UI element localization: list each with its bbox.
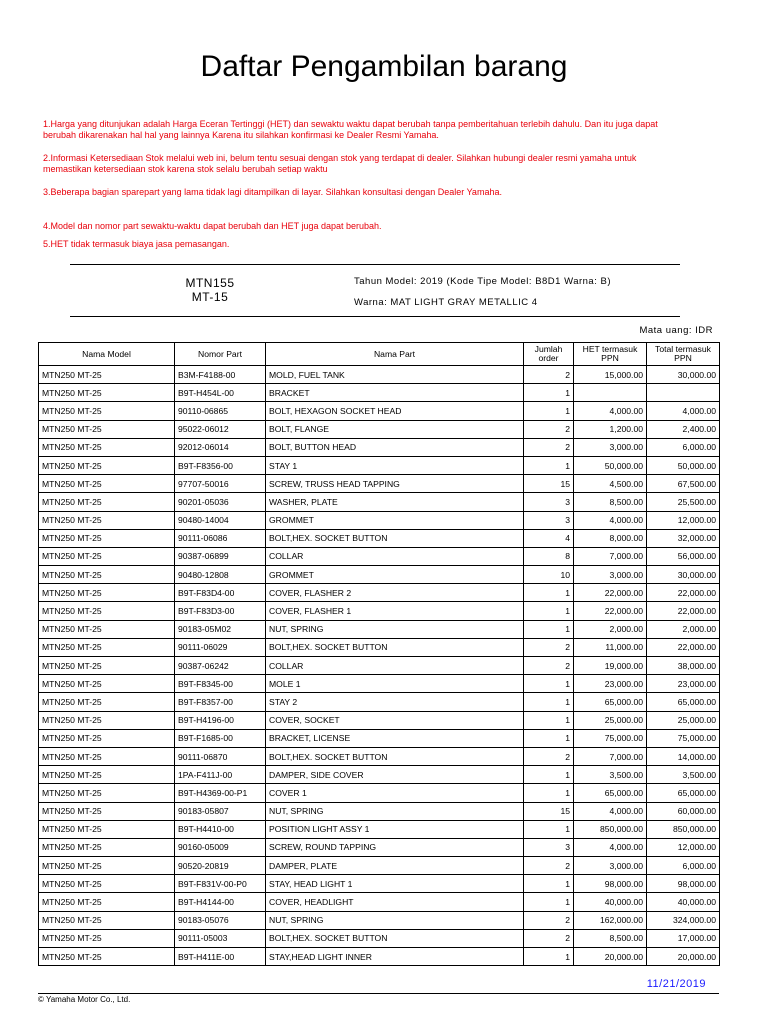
cell-model: MTN250 MT-25 — [39, 638, 175, 656]
cell-part-number: 90480-12808 — [175, 566, 266, 584]
cell-part-name: SCREW, ROUND TAPPING — [266, 838, 524, 856]
cell-qty: 1 — [524, 602, 574, 620]
table-row — [39, 729, 720, 747]
cell-het: 4,000.00 — [574, 802, 647, 820]
cell-model: MTN250 MT-25 — [39, 729, 175, 747]
cell-total: 60,000.00 — [647, 802, 720, 820]
table-row — [39, 893, 720, 911]
table-row — [39, 475, 720, 493]
cell-qty: 8 — [524, 547, 574, 565]
table-row — [39, 366, 720, 384]
header-part-name: Nama Part — [266, 343, 524, 366]
cell-part-name: STAY,HEAD LIGHT INNER — [266, 948, 524, 966]
cell-qty: 1 — [524, 402, 574, 420]
model-year-info: Tahun Model: 2019 (Kode Tipe Model: B8D1 Warna: B) — [354, 276, 611, 287]
cell-total: 4,000.00 — [647, 402, 720, 420]
cell-part-name: BRACKET — [266, 384, 524, 402]
cell-part-number: B9T-H454L-00 — [175, 384, 266, 402]
cell-het: 11,000.00 — [574, 638, 647, 656]
cell-qty: 1 — [524, 711, 574, 729]
cell-part-name: BOLT,HEX. SOCKET BUTTON — [266, 929, 524, 947]
cell-het: 7,000.00 — [574, 547, 647, 565]
table-header-row — [39, 343, 720, 366]
cell-qty: 1 — [524, 693, 574, 711]
cell-part-name: MOLE 1 — [266, 675, 524, 693]
cell-het: 50,000.00 — [574, 456, 647, 474]
cell-total: 17,000.00 — [647, 929, 720, 947]
cell-part-number: 92012-06014 — [175, 438, 266, 456]
cell-part-name: BOLT, BUTTON HEAD — [266, 438, 524, 456]
cell-het — [574, 384, 647, 402]
cell-model: MTN250 MT-25 — [39, 438, 175, 456]
table-row — [39, 675, 720, 693]
cell-model: MTN250 MT-25 — [39, 747, 175, 765]
table-row — [39, 766, 720, 784]
cell-het: 4,500.00 — [574, 475, 647, 493]
cell-total: 40,000.00 — [647, 893, 720, 911]
cell-part-name: STAY 2 — [266, 693, 524, 711]
cell-model: MTN250 MT-25 — [39, 547, 175, 565]
cell-qty: 2 — [524, 857, 574, 875]
cell-model: MTN250 MT-25 — [39, 511, 175, 529]
table-row — [39, 802, 720, 820]
cell-total: 20,000.00 — [647, 948, 720, 966]
cell-total: 22,000.00 — [647, 602, 720, 620]
cell-model: MTN250 MT-25 — [39, 620, 175, 638]
cell-het: 2,000.00 — [574, 620, 647, 638]
cell-qty: 2 — [524, 911, 574, 929]
print-date: 11/21/2019 — [646, 978, 706, 990]
cell-qty: 3 — [524, 511, 574, 529]
cell-het: 98,000.00 — [574, 875, 647, 893]
table-row — [39, 420, 720, 438]
cell-qty: 1 — [524, 456, 574, 474]
cell-model: MTN250 MT-25 — [39, 456, 175, 474]
cell-model: MTN250 MT-25 — [39, 529, 175, 547]
cell-qty: 2 — [524, 929, 574, 947]
cell-qty: 15 — [524, 802, 574, 820]
cell-model: MTN250 MT-25 — [39, 911, 175, 929]
cell-part-number: B3M-F4188-00 — [175, 366, 266, 384]
cell-part-name: STAY, HEAD LIGHT 1 — [266, 875, 524, 893]
cell-het: 4,000.00 — [574, 838, 647, 856]
table-row — [39, 456, 720, 474]
table-row — [39, 693, 720, 711]
cell-qty: 1 — [524, 384, 574, 402]
cell-model: MTN250 MT-25 — [39, 784, 175, 802]
cell-part-number: 90183-05076 — [175, 911, 266, 929]
cell-het: 25,000.00 — [574, 711, 647, 729]
cell-part-number: B9T-F83D4-00 — [175, 584, 266, 602]
cell-part-name: GROMMET — [266, 566, 524, 584]
table-row — [39, 747, 720, 765]
cell-part-name: BOLT, FLANGE — [266, 420, 524, 438]
page-title: Daftar Pengambilan barang — [200, 50, 568, 83]
cell-qty: 1 — [524, 766, 574, 784]
cell-total: 32,000.00 — [647, 529, 720, 547]
cell-part-number: 90111-05003 — [175, 929, 266, 947]
cell-het: 7,000.00 — [574, 747, 647, 765]
cell-model: MTN250 MT-25 — [39, 838, 175, 856]
cell-model: MTN250 MT-25 — [39, 766, 175, 784]
cell-total: 22,000.00 — [647, 584, 720, 602]
table-row — [39, 547, 720, 565]
cell-part-name: BOLT,HEX. SOCKET BUTTON — [266, 747, 524, 765]
footer-divider — [38, 993, 719, 994]
cell-het: 65,000.00 — [574, 784, 647, 802]
table-row — [39, 657, 720, 675]
cell-model: MTN250 MT-25 — [39, 857, 175, 875]
note-5: 5.HET tidak termasuk biaya jasa pemasangan. — [43, 239, 230, 249]
cell-model: MTN250 MT-25 — [39, 657, 175, 675]
table-row — [39, 638, 720, 656]
cell-part-name: BOLT,HEX. SOCKET BUTTON — [266, 529, 524, 547]
cell-qty: 1 — [524, 729, 574, 747]
cell-model: MTN250 MT-25 — [39, 566, 175, 584]
cell-total: 65,000.00 — [647, 693, 720, 711]
table-row — [39, 584, 720, 602]
cell-qty: 2 — [524, 420, 574, 438]
cell-het: 3,000.00 — [574, 857, 647, 875]
cell-model: MTN250 MT-25 — [39, 384, 175, 402]
header-het: HET termasuk PPN — [574, 343, 647, 366]
note-3: 3.Beberapa bagian sparepart yang lama tidak lagi ditampilkan di layar. Silahkan konsultasi dengan Dealer Yamaha. — [43, 187, 502, 197]
cell-qty: 4 — [524, 529, 574, 547]
cell-part-name: BOLT,HEX. SOCKET BUTTON — [266, 638, 524, 656]
cell-total: 2,400.00 — [647, 420, 720, 438]
cell-total: 38,000.00 — [647, 657, 720, 675]
cell-part-number: 90183-05M02 — [175, 620, 266, 638]
cell-total: 2,000.00 — [647, 620, 720, 638]
note-4: 4.Model dan nomor part sewaktu-waktu dapat berubah dan HET juga dapat berubah. — [43, 221, 382, 231]
table-row — [39, 911, 720, 929]
cell-qty: 1 — [524, 620, 574, 638]
cell-het: 3,000.00 — [574, 566, 647, 584]
cell-part-name: COVER, FLASHER 2 — [266, 584, 524, 602]
cell-part-name: COVER, SOCKET — [266, 711, 524, 729]
table-row — [39, 820, 720, 838]
cell-part-number: 90387-06242 — [175, 657, 266, 675]
header-total: Total termasuk PPN — [647, 343, 720, 366]
cell-het: 75,000.00 — [574, 729, 647, 747]
cell-part-name: COVER 1 — [266, 784, 524, 802]
cell-model: MTN250 MT-25 — [39, 693, 175, 711]
cell-het: 19,000.00 — [574, 657, 647, 675]
table-row — [39, 384, 720, 402]
cell-part-number: 1PA-F411J-00 — [175, 766, 266, 784]
cell-het: 1,200.00 — [574, 420, 647, 438]
header-model: Nama Model — [39, 343, 175, 366]
table-row — [39, 438, 720, 456]
cell-het: 8,000.00 — [574, 529, 647, 547]
cell-qty: 1 — [524, 584, 574, 602]
cell-part-number: B9T-F1685-00 — [175, 729, 266, 747]
cell-model: MTN250 MT-25 — [39, 475, 175, 493]
cell-part-number: 90387-06899 — [175, 547, 266, 565]
cell-total: 30,000.00 — [647, 366, 720, 384]
cell-part-name: MOLD, FUEL TANK — [266, 366, 524, 384]
table-row — [39, 711, 720, 729]
cell-qty: 3 — [524, 493, 574, 511]
cell-model: MTN250 MT-25 — [39, 675, 175, 693]
cell-total: 75,000.00 — [647, 729, 720, 747]
cell-model: MTN250 MT-25 — [39, 602, 175, 620]
cell-part-number: B9T-F8357-00 — [175, 693, 266, 711]
table-row — [39, 929, 720, 947]
divider-top — [70, 264, 680, 265]
header-qty: Jumlah order — [524, 343, 574, 366]
cell-total: 98,000.00 — [647, 875, 720, 893]
cell-het: 22,000.00 — [574, 602, 647, 620]
cell-het: 850,000.00 — [574, 820, 647, 838]
cell-part-name: DAMPER, PLATE — [266, 857, 524, 875]
cell-qty: 2 — [524, 747, 574, 765]
cell-total: 25,500.00 — [647, 493, 720, 511]
cell-part-name: COLLAR — [266, 657, 524, 675]
model-name: MT-15 — [191, 290, 229, 304]
header-part-number: Nomor Part — [175, 343, 266, 366]
cell-het: 3,000.00 — [574, 438, 647, 456]
cell-het: 22,000.00 — [574, 584, 647, 602]
table-row — [39, 493, 720, 511]
table-row — [39, 875, 720, 893]
cell-total: 25,000.00 — [647, 711, 720, 729]
table-row — [39, 784, 720, 802]
cell-part-name: NUT, SPRING — [266, 911, 524, 929]
table-row — [39, 602, 720, 620]
currency-label: Mata uang: IDR — [639, 325, 713, 336]
table-row — [39, 948, 720, 966]
cell-part-number: B9T-F8345-00 — [175, 675, 266, 693]
cell-het: 8,500.00 — [574, 929, 647, 947]
cell-total: 3,500.00 — [647, 766, 720, 784]
parts-table — [38, 342, 720, 966]
cell-model: MTN250 MT-25 — [39, 493, 175, 511]
cell-total: 56,000.00 — [647, 547, 720, 565]
cell-model: MTN250 MT-25 — [39, 929, 175, 947]
cell-model: MTN250 MT-25 — [39, 820, 175, 838]
cell-total: 324,000.00 — [647, 911, 720, 929]
table-row — [39, 566, 720, 584]
table-row — [39, 511, 720, 529]
cell-part-number: 90111-06029 — [175, 638, 266, 656]
cell-het: 4,000.00 — [574, 511, 647, 529]
cell-total: 65,000.00 — [647, 784, 720, 802]
cell-part-name: COVER, HEADLIGHT — [266, 893, 524, 911]
divider-bottom — [70, 316, 680, 317]
cell-het: 162,000.00 — [574, 911, 647, 929]
cell-qty: 1 — [524, 948, 574, 966]
cell-part-number: B9T-F831V-00-P0 — [175, 875, 266, 893]
cell-part-number: 90111-06086 — [175, 529, 266, 547]
cell-model: MTN250 MT-25 — [39, 893, 175, 911]
cell-model: MTN250 MT-25 — [39, 366, 175, 384]
table-row — [39, 838, 720, 856]
copyright: © Yamaha Motor Co., Ltd. — [38, 995, 131, 1004]
cell-qty: 15 — [524, 475, 574, 493]
cell-part-number: B9T-F8356-00 — [175, 456, 266, 474]
cell-part-name: GROMMET — [266, 511, 524, 529]
cell-total: 67,500.00 — [647, 475, 720, 493]
cell-qty: 10 — [524, 566, 574, 584]
cell-part-number: B9T-H411E-00 — [175, 948, 266, 966]
cell-qty: 1 — [524, 875, 574, 893]
cell-total: 22,000.00 — [647, 638, 720, 656]
cell-qty: 1 — [524, 820, 574, 838]
cell-part-number: B9T-F83D3-00 — [175, 602, 266, 620]
cell-qty: 2 — [524, 438, 574, 456]
cell-het: 20,000.00 — [574, 948, 647, 966]
cell-part-name: STAY 1 — [266, 456, 524, 474]
model-color-info: Warna: MAT LIGHT GRAY METALLIC 4 — [354, 297, 538, 308]
cell-het: 23,000.00 — [574, 675, 647, 693]
cell-part-name: BOLT, HEXAGON SOCKET HEAD — [266, 402, 524, 420]
cell-part-number: 95022-06012 — [175, 420, 266, 438]
cell-qty: 1 — [524, 675, 574, 693]
cell-qty: 3 — [524, 838, 574, 856]
cell-qty: 2 — [524, 366, 574, 384]
cell-het: 8,500.00 — [574, 493, 647, 511]
cell-total — [647, 384, 720, 402]
table-row — [39, 857, 720, 875]
cell-part-number: 90480-14004 — [175, 511, 266, 529]
cell-model: MTN250 MT-25 — [39, 711, 175, 729]
cell-total: 50,000.00 — [647, 456, 720, 474]
table-row — [39, 529, 720, 547]
table-row — [39, 402, 720, 420]
cell-qty: 2 — [524, 657, 574, 675]
cell-part-name: BRACKET, LICENSE — [266, 729, 524, 747]
cell-part-number: B9T-H4369-00-P1 — [175, 784, 266, 802]
table-row — [39, 620, 720, 638]
cell-het: 40,000.00 — [574, 893, 647, 911]
cell-part-name: NUT, SPRING — [266, 802, 524, 820]
cell-model: MTN250 MT-25 — [39, 875, 175, 893]
cell-total: 30,000.00 — [647, 566, 720, 584]
cell-part-number: 90183-05807 — [175, 802, 266, 820]
cell-part-name: COLLAR — [266, 547, 524, 565]
cell-part-number: B9T-H4410-00 — [175, 820, 266, 838]
cell-qty: 1 — [524, 784, 574, 802]
cell-model: MTN250 MT-25 — [39, 948, 175, 966]
cell-model: MTN250 MT-25 — [39, 420, 175, 438]
cell-total: 6,000.00 — [647, 857, 720, 875]
cell-part-number: 90110-06865 — [175, 402, 266, 420]
note-2: 2.Informasi Ketersediaan Stok melalui web ini, belum tentu sesuai dengan stok yang terdapat di dealer. Silahkan hubungi dealer resmi yamaha untuk memastikan ketersediaan stok karena stok selalu berubah setiap waktu — [43, 153, 637, 174]
cell-part-name: POSITION LIGHT ASSY 1 — [266, 820, 524, 838]
cell-part-number: 90160-05009 — [175, 838, 266, 856]
cell-part-number: B9T-H4196-00 — [175, 711, 266, 729]
cell-het: 15,000.00 — [574, 366, 647, 384]
model-code: MTN155 — [185, 276, 235, 290]
cell-part-name: DAMPER, SIDE COVER — [266, 766, 524, 784]
note-1: 1.Harga yang ditunjukan adalah Harga Eceran Tertinggi (HET) dan sewaktu waktu dapat berubah tanpa pemberitahuan terlebih dahulu. Dan itu juga dapat berubah dikarenakan hal hal yang lainnya Karena itu silahkan konfirmasi ke Dealer Resmi Yamaha. — [43, 119, 658, 140]
cell-model: MTN250 MT-25 — [39, 802, 175, 820]
cell-het: 65,000.00 — [574, 693, 647, 711]
cell-qty: 1 — [524, 893, 574, 911]
cell-total: 14,000.00 — [647, 747, 720, 765]
cell-total: 23,000.00 — [647, 675, 720, 693]
cell-total: 6,000.00 — [647, 438, 720, 456]
cell-model: MTN250 MT-25 — [39, 402, 175, 420]
cell-total: 850,000.00 — [647, 820, 720, 838]
cell-part-number: 90201-05036 — [175, 493, 266, 511]
cell-part-name: COVER, FLASHER 1 — [266, 602, 524, 620]
cell-model: MTN250 MT-25 — [39, 584, 175, 602]
cell-part-number: B9T-H4144-00 — [175, 893, 266, 911]
cell-part-number: 97707-50016 — [175, 475, 266, 493]
cell-het: 4,000.00 — [574, 402, 647, 420]
cell-total: 12,000.00 — [647, 838, 720, 856]
cell-part-number: 90111-06870 — [175, 747, 266, 765]
cell-part-name: NUT, SPRING — [266, 620, 524, 638]
cell-total: 12,000.00 — [647, 511, 720, 529]
cell-het: 3,500.00 — [574, 766, 647, 784]
cell-qty: 2 — [524, 638, 574, 656]
cell-part-number: 90520-20819 — [175, 857, 266, 875]
cell-part-name: SCREW, TRUSS HEAD TAPPING — [266, 475, 524, 493]
cell-part-name: WASHER, PLATE — [266, 493, 524, 511]
